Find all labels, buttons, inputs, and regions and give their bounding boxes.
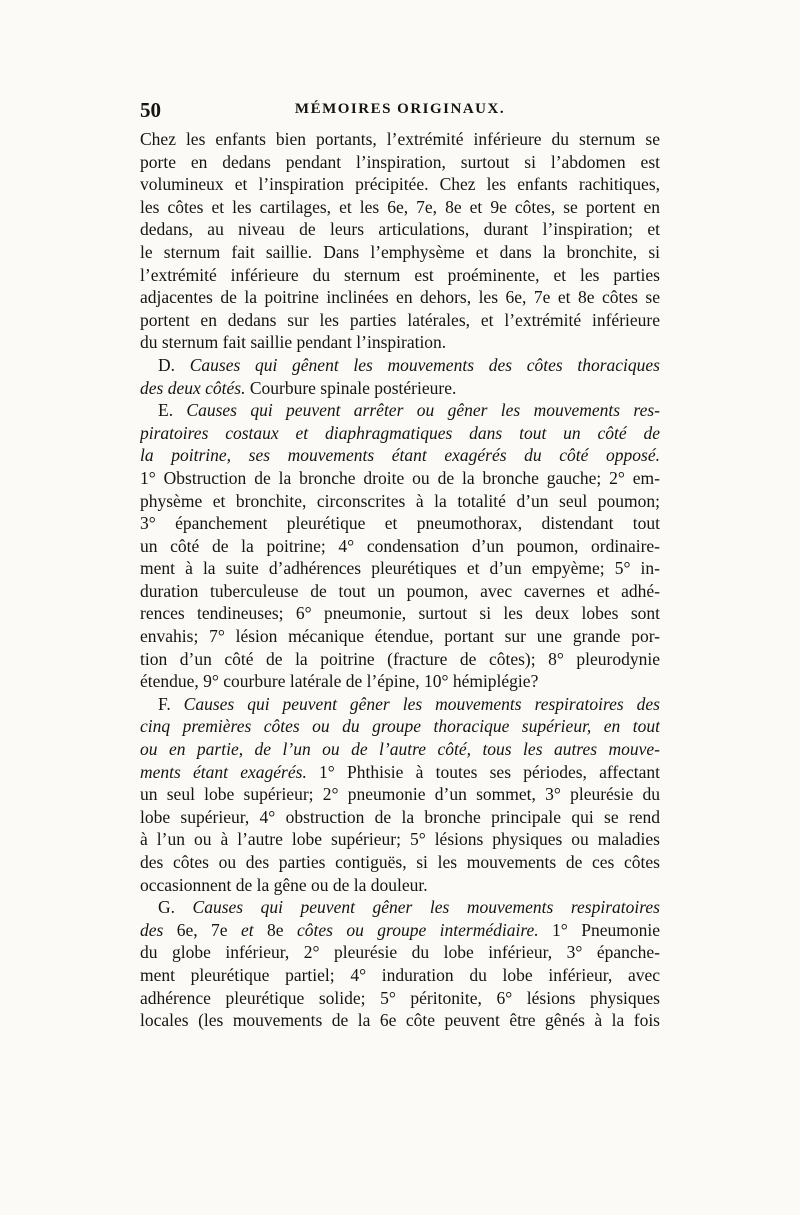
text-segment: adjacentes de la poitrine inclinées en dehors, les 6e, 7e et 8e côtes se: [140, 287, 660, 308]
text-segment: un seul lobe supérieur; 2° pneumonie d’un sommet, 3° pleurésie du: [140, 784, 660, 805]
text-segment: rences tendineuses; 6° pneumonie, surtout si les deux lobes sont: [140, 603, 660, 624]
page-header: [140, 98, 660, 128]
text-segment: ment pleurétique partiel; 4° induration du lobe inférieur, avec: [140, 964, 660, 985]
text-segment: Courbure spinale postérieure.: [245, 377, 457, 398]
text-line: [140, 670, 660, 693]
italic-text: côtes ou groupe intermédiaire.: [297, 919, 539, 940]
text-segment: tion d’un côté de la poitrine (fracture de côtes); 8° pleurodynie: [140, 648, 660, 669]
text-line: [140, 151, 660, 174]
text-segment: du globe inférieur, 2° pleurésie du lobe inférieur, 3° épanche-: [140, 942, 660, 963]
text-line: [140, 602, 660, 625]
text-line: [140, 828, 660, 851]
text-line: [140, 241, 660, 264]
text-segment: porte en dedans pendant l’inspiration, surtout si l’abdomen est: [140, 151, 660, 172]
text-segment: dedans, au niveau de leurs articulations, durant l’inspiration; et: [140, 219, 660, 240]
italic-text: Causes qui gênent les mouvements des côtes thoraciques: [189, 354, 660, 375]
text-segment: 8e: [253, 919, 297, 940]
italic-text: des deux côtés.: [140, 377, 246, 398]
text-line: [140, 218, 660, 241]
text-segment: envahis; 7° lésion mécanique étendue, portant sur une grande por-: [140, 626, 660, 647]
italic-text: cinq premières côtes ou du groupe thoracique supérieur, en tout: [140, 716, 660, 737]
text-line: [140, 286, 660, 309]
text-segment: duration tuberculeuse de tout un poumon, avec cavernes et adhé-: [140, 580, 660, 601]
text-line: [140, 874, 660, 897]
text-line: [140, 309, 660, 332]
italic-text: Causes qui peuvent arrêter ou gêner les mouvements res-: [186, 400, 660, 421]
text-segment: volumineux et l’inspiration précipitée. Chez les enfants rachitiques,: [140, 174, 660, 195]
text-segment: F.: [158, 693, 184, 714]
text-segment: occasionnent de la gêne ou de la douleur.: [140, 874, 428, 895]
italic-text: ments étant exagérés.: [140, 761, 307, 782]
text-line: [140, 331, 660, 354]
text-line: [140, 738, 660, 761]
text-segment: D.: [158, 354, 190, 375]
text-line: [140, 264, 660, 287]
text-line: [140, 648, 660, 671]
text-line: [140, 444, 660, 467]
italic-text: et: [241, 919, 254, 940]
text-line: [140, 987, 660, 1010]
text-line: [140, 851, 660, 874]
text-line: [140, 128, 660, 151]
text-segment: physème et bronchite, circonscrites à la totalité d’un seul poumon;: [140, 490, 660, 511]
italic-text: la poitrine, ses mouvements étant exagérés du côté opposé.: [140, 445, 660, 466]
text-line: [140, 761, 660, 784]
text-line: [140, 896, 660, 919]
text-line: [140, 399, 660, 422]
italic-text: des: [140, 919, 164, 940]
text-line: [140, 580, 660, 603]
text-line: [140, 693, 660, 716]
text-segment: 1° Pneumonie: [538, 919, 660, 940]
text-segment: des côtes ou des parties contiguës, si les mouvements de ces côtes: [140, 852, 660, 872]
italic-text: piratoires costaux et diaphragmatiques dans tout un côté de: [140, 422, 660, 443]
text-line: [140, 196, 660, 219]
text-line: [140, 919, 660, 942]
text-segment: 3° épanchement pleurétique et pneumothorax, distendant tout: [140, 513, 660, 534]
running-title: MÉMOIRES ORIGINAUX.: [294, 101, 506, 117]
page-number: 50: [140, 98, 161, 122]
text-segment: 1° Obstruction de la bronche droite ou de la bronche gauche; 2° em-: [140, 467, 660, 488]
text-segment: ment à la suite d’adhérences pleurétiques et d’un empyème; 5° in-: [140, 558, 660, 579]
italic-text: ou en partie, de l’un ou de l’autre côté, tous les autres mouve-: [140, 739, 660, 760]
text-line: [140, 557, 660, 580]
text-segment: lobe supérieur, 4° obstruction de la bronche principale qui se rend: [140, 806, 660, 827]
text-segment: l’extrémité inférieure du sternum est proéminente, et les parties: [140, 264, 660, 285]
text-line: [140, 377, 660, 400]
text-line: [140, 783, 660, 806]
body-text: [140, 128, 660, 1032]
text-line: [140, 535, 660, 558]
text-line: [140, 422, 660, 445]
text-line: [140, 354, 660, 377]
text-line: [140, 964, 660, 987]
text-line: [140, 941, 660, 964]
italic-text: Causes qui peuvent gêner les mouvements respiratoires: [192, 897, 660, 918]
text-segment: un côté de la poitrine; 4° condensation d’un poumon, ordinaire-: [140, 535, 660, 556]
text-segment: E.: [158, 400, 187, 421]
text-segment: adhérence pleurétique solide; 5° péritonite, 6° lésions physiques: [140, 987, 660, 1008]
text-line: [140, 512, 660, 535]
text-segment: du sternum fait saillie pendant l’inspiration.: [140, 332, 447, 353]
text-segment: 6e, 7e: [163, 919, 241, 940]
text-line: [140, 467, 660, 490]
text-line: [140, 173, 660, 196]
text-segment: portent en dedans sur les parties latérales, et l’extrémité inférieure: [140, 309, 660, 330]
text-segment: les côtes et les cartilages, et les 6e, 7e, 8e et 9e côtes, se portent en: [140, 196, 660, 217]
text-segment: G.: [158, 897, 193, 918]
text-segment: Chez les enfants bien portants, l’extrémité inférieure du sternum se: [140, 129, 660, 149]
text-line: [140, 1009, 660, 1032]
text-segment: étendue, 9° courbure latérale de l’épine, 10° hémiplégie?: [140, 671, 539, 692]
text-segment: locales (les mouvements de la 6e côte peuvent être gênés à la fois: [140, 1010, 660, 1031]
text-segment: 1° Phthisie à toutes ses périodes, affectant: [306, 761, 660, 782]
text-segment: à l’un ou à l’autre lobe supérieur; 5° lésions physiques ou maladies: [140, 829, 660, 850]
text-line: [140, 625, 660, 648]
text-line: [140, 715, 660, 738]
text-segment: le sternum fait saillie. Dans l’emphysème et dans la bronchite, si: [140, 241, 660, 262]
text-line: [140, 806, 660, 829]
text-line: [140, 490, 660, 513]
italic-text: Causes qui peuvent gêner les mouvements respiratoires des: [183, 693, 660, 714]
